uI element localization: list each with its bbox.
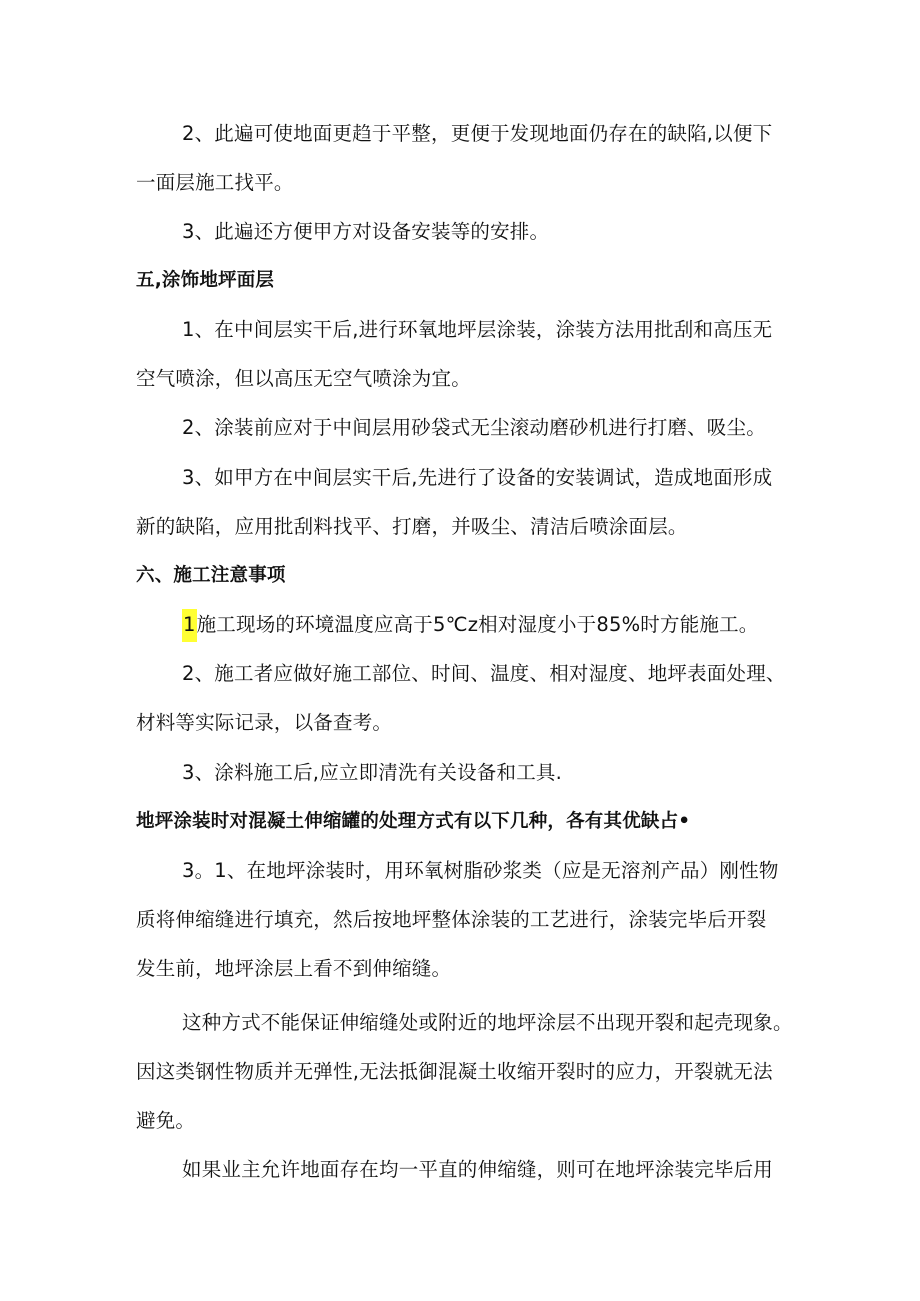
text-line: 材料等实际记录，以备查考。 xyxy=(136,711,393,734)
text-line: 一面层施工找平。 xyxy=(136,171,294,194)
text-line: 2、此遍可使地面更趋于平整，更便于发现地面仍存在的缺陷,以便下 xyxy=(182,122,773,145)
text-line: 3、涂料施工后,应立即清洗有关设备和工具. xyxy=(182,761,563,784)
text-span: 施工现场的环境温度应高于5℃z相对湿度小于85%时方能施工。 xyxy=(196,613,759,636)
text-line: 1、在中间层实干后,进行环氧地坪层涂装，涂装方法用批刮和高压无 xyxy=(182,318,773,341)
highlighted-number: 1 xyxy=(182,609,197,642)
text-line: 新的缺陷，应用批刮料找平、打磨，并吸尘、清洁后喷涂面层。 xyxy=(136,515,688,538)
section-heading: 六、施工注意事项 xyxy=(136,565,286,586)
section-heading: 五,涂饰地坪面层 xyxy=(136,270,275,291)
text-line: 空气喷涂，但以高压无空气喷涂为宜。 xyxy=(136,367,471,390)
text-line: 避免。 xyxy=(136,1109,196,1132)
text-line: 因这类钢性物质并无弹性,无法抵御混凝土收缩开裂时的应力，开裂就无法 xyxy=(136,1060,773,1083)
text-line: 3、如甲方在中间层实干后,先进行了设备的安装调试，造成地面形成 xyxy=(182,466,773,489)
text-line xyxy=(182,612,759,638)
text-line: 质将伸缩缝进行填充，然后按地坪整体涂装的工艺进行，涂装完毕后开裂 xyxy=(136,908,767,931)
text-line: 如果业主允许地面存在均一平直的伸缩缝，则可在地坪涂装完毕后用 xyxy=(182,1158,774,1181)
text-line: 2、施工者应做好施工部位、时间、温度、相对湿度、地坪表面处理、 xyxy=(182,662,786,685)
text-line: 2、涂装前应对于中间层用砂袋式无尘滚动磨砂机进行打磨、吸尘。 xyxy=(182,416,766,439)
text-line: 发生前，地坪涂层上看不到伸缩缝。 xyxy=(136,957,452,980)
text-line: 这种方式不能保证伸缩缝处或附近的地坪涂层不出现开裂和起壳现象。 xyxy=(182,1011,793,1034)
section-heading: 地坪涂装时对混凝土伸缩罐的处理方式有以下几种，各有其优缺占• xyxy=(136,811,691,832)
text-line: 3、此遍还方便甲方对设备安装等的安排。 xyxy=(182,220,550,243)
text-line: 3。1、在地坪涂装时，用环氧树脂砂浆类（应是无溶剂产品）刚性物 xyxy=(182,859,779,882)
